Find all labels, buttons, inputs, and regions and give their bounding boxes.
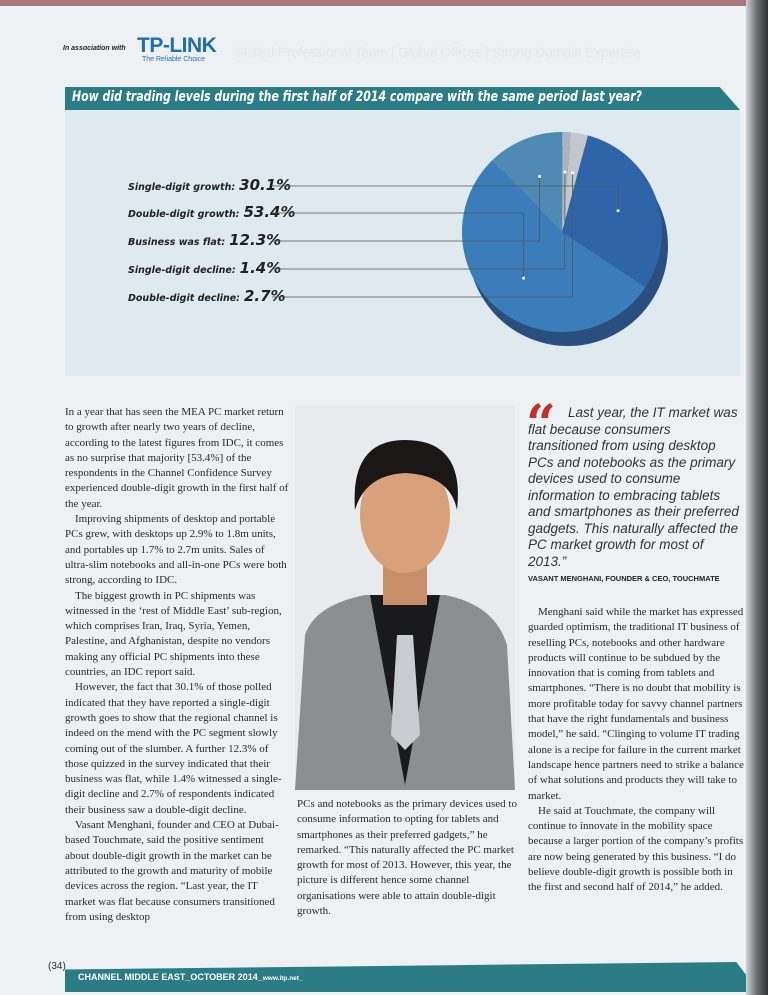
logo-tagline: The Reliable Choice (142, 56, 206, 63)
paragraph: PCs and notebooks as the primary devices used to consume information to opting for tablets and smartphones as their preferred gadgets,” he remarked. “This naturally affected the PC market growth for most of 2013. However, this year, the picture is different hence some channel organisations were able to attain double-digit growth. (297, 798, 517, 918)
paragraph: Vasant Menghani, founder and CEO at Dubai-based Touchmate, said the positive sentiment about double-digit growth in the market can be attributed to the growth and maturity of mobile devices across the region. “Last year, the IT market was flat because consumers transitioned from using desktop (65, 819, 279, 923)
quote-mark-icon: “ (526, 394, 556, 455)
paragraph: The biggest growth in PC shipments was witnessed in the ‘rest of Middle East’ sub-region, which comprises Iran, Iraq, Syria, Yemen, Palestine, and Afghanistan, despite no vendors making any official PC shipments into these countries, an IDC report said. (65, 589, 282, 679)
legend-value: 53.4% (243, 203, 296, 221)
page-number: (34) (48, 961, 66, 972)
question-title: How did trading levels during the first half of 2014 compare with the same period last year? (72, 89, 642, 105)
legend-category: Double-digit growth: (128, 209, 240, 220)
pull-quote (526, 394, 743, 583)
legend-value: 30.1% (239, 176, 292, 194)
leader-dot (571, 171, 574, 174)
portrait-photo (295, 405, 515, 790)
footer-text (78, 972, 303, 982)
pull-quote-text: Last year, the IT market was flat because consumers transitioned from using desktop PCs and notebooks as the primary devices used to consume information to embracing tablets and smartphones as their preferred gadgets. This naturally affected the PC market growth for most of 2013.” (528, 405, 739, 569)
legend-category: Business was flat: (128, 237, 226, 248)
show-through-text: Skilled Professional Team | Global Offices | Strong Domain Expertise (235, 44, 641, 60)
pull-quote-attribution: VASANT MENGHANI, FOUNDER & CEO, TOUCHMATE (528, 574, 720, 583)
paragraph: He said at Touchmate, the company will continue to innovate in the mobility space because a larger portion of the company’s profits are now being generated by this business. “I do believe double-digit growth is possible both in the first and second half of 2014,” he added. (528, 804, 744, 894)
binding-shadow (746, 0, 768, 995)
legend-category: Single-digit decline: (128, 265, 236, 276)
article-column-2 (297, 797, 517, 919)
paragraph: However, the fact that 30.1% of those polled indicated that they have reported a single-digit growth goes to show that the regional channel is indeed on the mend with the PC segment slowly coming out of the slumber. A further 12.3% of those quizzed in the survey indicated that their business was flat, while 1.4% witnessed a single-digit decline and 2.7% of respondents indicated their business saw a double-digit decline. (65, 681, 282, 816)
leader-dot (617, 209, 620, 212)
legend-value: 12.3% (229, 231, 282, 249)
leader-dot (538, 175, 541, 178)
leader-dot (522, 277, 525, 280)
publication: CHANNEL MIDDLE EAST_OCTOBER 2014_ (78, 972, 263, 982)
tp-link-logo: TP-LINK (137, 34, 217, 57)
article-column-3 (528, 605, 746, 896)
legend-value: 1.4% (239, 259, 282, 277)
footer-url: www.itp.net_ (262, 975, 303, 982)
leader-dot (563, 171, 566, 174)
paragraph: Improving shipments of desktop and portable PCs grew, with desktops up 2.9% to 1.8m units, and portables up 1.7% to 2.7m units. Sales of ultra-slim notebooks and all-in-one PCs were both strong, according to IDC. (65, 513, 287, 587)
legend-category: Single-digit growth: (128, 182, 236, 193)
legend-value: 2.7% (243, 287, 286, 305)
legend-category: Double-digit decline: (128, 293, 240, 304)
association-label: In association with (63, 45, 126, 52)
article-column-1 (65, 405, 290, 925)
pie-chart (0, 0, 768, 400)
paragraph: In a year that has seen the MEA PC market return to growth after nearly two years of decline, according to the latest figures from IDC, it comes as no surprise that majority [53.4%] of the respondents in the Channel Confidence Survey experienced double-digit growth in the first half of the year. (65, 406, 289, 510)
paragraph: Menghani said while the market has expressed guarded optimism, the traditional IT business of reselling PCs, notebooks and other hardware products will continue to be subdued by the innovation that is coming from tablets and smartphones. “There is no doubt that mobility is more profitable today for savvy channel partners that have the right fundamentals and business model,” he said. “Clinging to volume IT trading alone is a recipe for failure in the current market landscape hence partners need to strike a balance of what solutions and products they will take to market. (528, 606, 744, 802)
